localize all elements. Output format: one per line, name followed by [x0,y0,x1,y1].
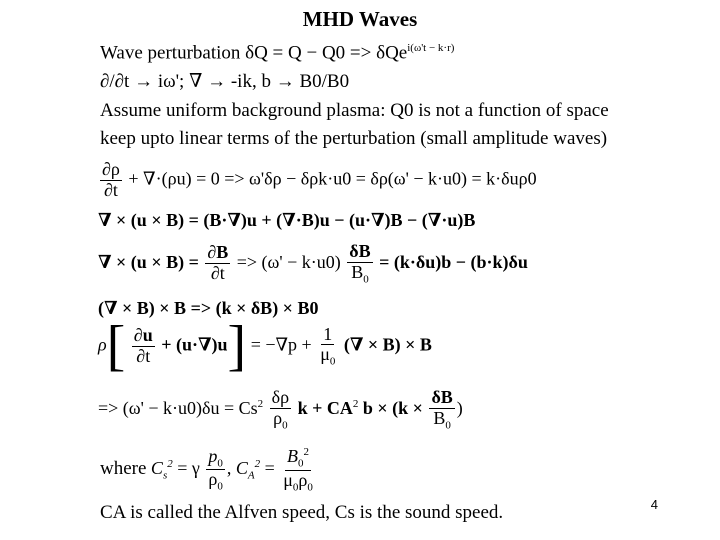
wave-perturbation-line [100,42,454,64]
deltaB-over-B0-fraction: $\frac{\delta B}{B_0}$ [349,241,371,286]
wave-perturbation-text: Wave perturbation δQ = Q − Q0 => δQe [100,42,408,64]
induction-mid: => (ω' − k·u0) [236,251,341,272]
momentum-advection: + (u·∇)u [161,334,228,355]
left-bracket: [ [106,315,126,377]
speed-definitions: where $C_s^2 = \gamma$ $\frac{p_0}{\rho_0}$ , $C_A^2$ = $\frac{B_0^2}{\mu_0\rho_0}$ [100,445,313,494]
continuity-rhs: + ∇·(ρu) = 0 => ω'δρ − δρk·u0 = δρ(ω' − k·u0) = k·δuρ0 [128,168,537,189]
phase-exponent: i(ω't − k·r) [407,42,455,54]
du-dt-fraction: $\frac{\partial u}{\partial t}$ [133,325,153,366]
drho-dt-fraction: $\frac{\partial\rho}{\partial t}$ [102,159,120,200]
where-label: where [100,457,147,479]
operator-substitution-line: ∂/∂t → iω'; ∇ → -ik, b → B0/B0 [100,71,350,92]
dispersion-lhs: => (ω' − k·u0)δu = Cs [98,397,258,418]
dB-dt-fraction: $\frac{\partial B}{\partial t}$ [207,242,229,284]
drho-over-rho0-fraction: $\frac{\delta\rho}{\rho_0}$ [271,387,290,432]
linearization-line: keep upto linear terms of the perturbation (small amplitude waves) [100,128,608,149]
dispersion-equation: => $(\omega' - k\cdot u0)\delta u = Cs^2$ $\frac{\delta\rho}{\rho_0}$ $k + CA^2$ b × (k × $\frac{\delta B}{B_0}$ ) [98,387,463,432]
dispersion-mid2: b × (k × [362,397,423,418]
assumption-line: Assume uniform background plasma: Q0 is not a function of space [100,100,609,121]
alfven-fraction: $\frac{B_0^2}{\mu_0\rho_0}$ [283,446,313,494]
speed-naming-line: CA is called the Alfven speed, Cs is the sound speed. [100,502,504,523]
lorentz-force-line: (∇ × B) × B => (k × δB) × B0 [98,298,319,318]
curl-identity-equation: ∇ × (u × B) = (B·∇)u + (∇·B)u − (u·∇)B − (∇·u)B [98,210,476,230]
momentum-equation: ρ[ $\frac{\partial u}{\partial t}$ + (u·∇)u] = −∇p + $\frac{1}{\mu_0}$ (∇ × B) × B [98,315,432,377]
induction-rhs: = (k·δu)b − (b·k)δu [379,251,528,272]
dispersion-mid: k + CA [297,397,353,418]
continuity-equation [98,160,537,201]
one-over-mu0-fraction: $\frac{1}{\mu_0}$ [320,323,336,369]
slide-title: MHD Waves [302,7,418,31]
p0-over-rho0-fraction: $\frac{p_0}{\rho_0}$ [208,445,223,493]
induction-lhs: ∇ × (u × B) = [98,251,199,272]
page-number: 4 [650,497,658,512]
momentum-lorentz: (∇ × B) × B [343,334,432,355]
deltaB-over-B0-fraction-2: $\frac{\delta B}{B_0}$ [431,387,453,432]
induction-equation [98,242,528,285]
right-bracket: ] [227,315,247,377]
momentum-rhs: = −∇p + [250,334,312,355]
